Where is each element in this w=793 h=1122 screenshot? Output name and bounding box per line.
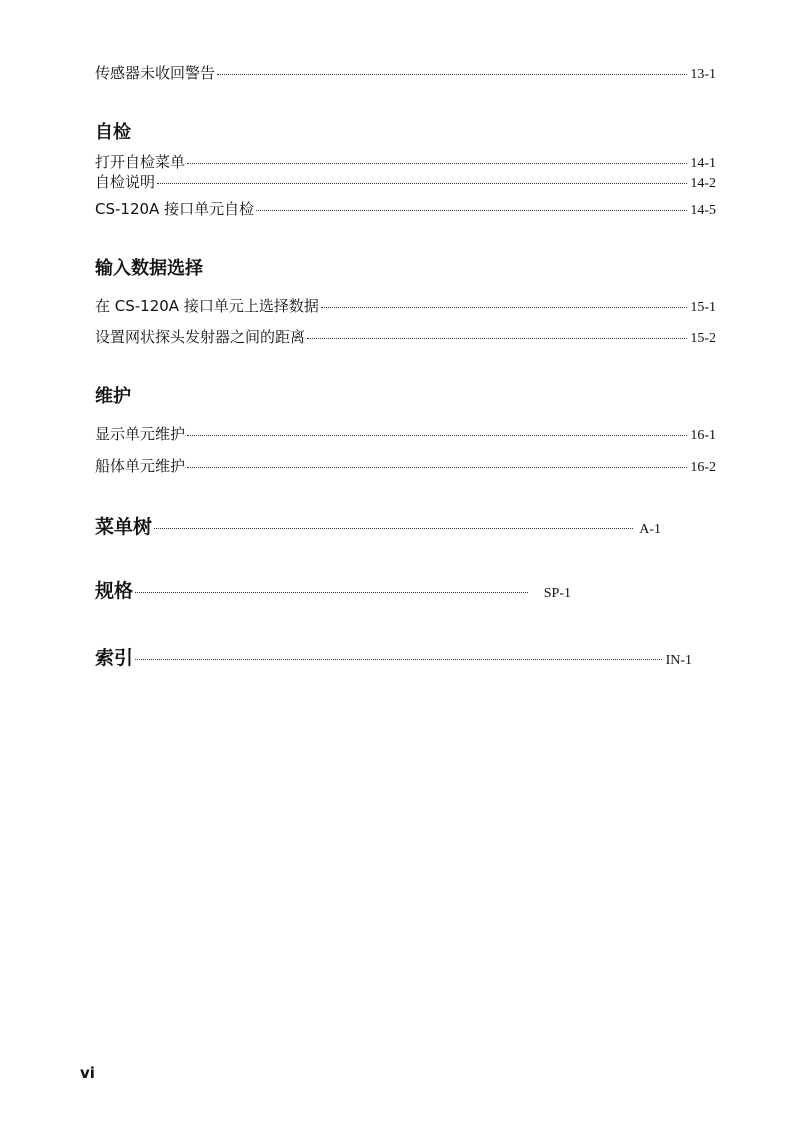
toc-entry-label: 船体单元维护 [95, 457, 186, 475]
toc-entry[interactable] [95, 151, 716, 172]
toc-major-entry[interactable] [95, 643, 692, 670]
toc-entry-page: 14-2 [690, 176, 716, 191]
toc-entry[interactable] [95, 198, 716, 219]
toc-entry-label: 自检说明 [95, 173, 156, 191]
page-number: vi [80, 1064, 95, 1082]
toc-major-label: 规格 [95, 580, 134, 602]
toc-entry[interactable] [95, 171, 716, 192]
toc-entry-page: 16-1 [690, 428, 716, 443]
toc-entry[interactable] [95, 326, 716, 347]
toc-entry-label: 显示单元维护 [95, 425, 186, 443]
toc-entry-label: 在 CS-120A 接口单元上选择数据 [95, 297, 319, 315]
toc-entry[interactable] [95, 423, 716, 444]
section-heading: 维护 [95, 386, 131, 407]
dot-leader [187, 163, 687, 164]
toc-entry-label: CS-120A 接口单元自检 [95, 200, 255, 218]
toc-entry[interactable] [95, 455, 716, 476]
section-heading: 输入数据选择 [95, 258, 203, 279]
toc-entry-page: 16-2 [690, 460, 716, 475]
dot-leader [307, 338, 687, 339]
toc-entry-label: 传感器未收回警告 [95, 64, 216, 82]
dot-leader [135, 659, 662, 660]
toc-major-entry[interactable] [95, 576, 571, 603]
toc-entry-label: 打开自检菜单 [95, 153, 186, 171]
toc-entry-page: 13-1 [690, 67, 716, 82]
dot-leader [187, 467, 687, 468]
toc-entry-page: 15-1 [690, 300, 716, 315]
toc-entry[interactable] [95, 295, 716, 316]
toc-entry[interactable] [95, 62, 716, 83]
dot-leader [321, 307, 687, 308]
dot-leader [217, 74, 687, 75]
toc-entry-page: 14-1 [690, 156, 716, 171]
dot-leader [157, 183, 687, 184]
dot-leader [135, 592, 528, 593]
toc-entry-page: 14-5 [690, 203, 716, 218]
toc-major-entry[interactable] [95, 512, 661, 539]
toc-entry-page: 15-2 [690, 331, 716, 346]
toc-major-page: SP-1 [543, 586, 571, 601]
toc-major-label: 菜单树 [95, 516, 153, 538]
toc-major-page: A-1 [639, 522, 661, 537]
toc-major-label: 索引 [95, 647, 134, 669]
dot-leader [256, 210, 687, 211]
dot-leader [154, 528, 633, 529]
section-heading: 自检 [95, 122, 131, 143]
toc-entry-label: 设置网状探头发射器之间的距离 [95, 328, 306, 346]
dot-leader [187, 435, 687, 436]
toc-major-page: IN-1 [665, 653, 692, 668]
